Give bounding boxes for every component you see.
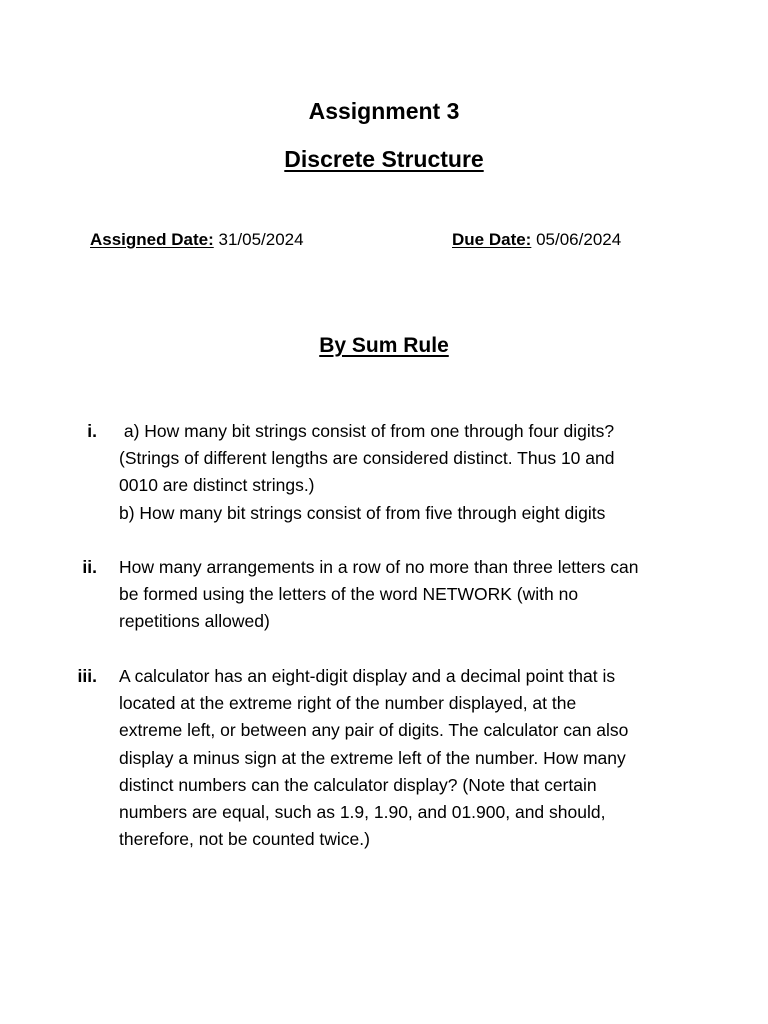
question-line: 0010 are distinct strings.) xyxy=(119,475,315,496)
assigned-date xyxy=(90,229,304,251)
question-text xyxy=(119,418,679,527)
due-date xyxy=(452,229,621,251)
question-line: A calculator has an eight-digit display and a decimal point that is xyxy=(119,666,616,686)
question-line: display a minus sign at the extreme left of the number. How many xyxy=(119,747,626,768)
question-text xyxy=(119,663,679,853)
question-line: numbers are equal, such as 1.9, 1.90, and 01.900, and should, xyxy=(119,802,606,823)
question-line: a) How many bit strings consist of from one through four digits? xyxy=(119,421,615,441)
question-number: iii. xyxy=(77,666,97,686)
question-line: repetitions allowed) xyxy=(119,611,270,632)
question-line: be formed using the letters of the word NETWORK (with no xyxy=(119,584,579,605)
due-date-value: 05/06/2024 xyxy=(536,230,622,249)
assigned-date-label: Assigned Date: xyxy=(90,230,214,249)
question-number: i. xyxy=(87,421,97,441)
due-date-label: Due Date: xyxy=(452,230,532,249)
question-number: ii. xyxy=(82,557,97,577)
question-text xyxy=(119,554,679,636)
question-line: b) How many bit strings consist of from five through eight digits xyxy=(119,502,606,523)
question-line: How many arrangements in a row of no more than three letters can xyxy=(119,557,639,577)
document-title: Assignment 3 xyxy=(308,98,460,124)
section-heading: By Sum Rule xyxy=(319,334,449,357)
question-line: extreme left, or between any pair of digits. The calculator can also xyxy=(119,720,629,741)
assigned-date-value: 31/05/2024 xyxy=(218,230,304,249)
question-line: therefore, not be counted twice.) xyxy=(119,829,370,850)
subject-title: Discrete Structure xyxy=(284,146,484,172)
question-line: distinct numbers can the calculator display? (Note that certain xyxy=(119,774,597,795)
question-line: (Strings of different lengths are considered distinct. Thus 10 and xyxy=(119,448,615,469)
question-line: located at the extreme right of the number displayed, at the xyxy=(119,693,577,714)
